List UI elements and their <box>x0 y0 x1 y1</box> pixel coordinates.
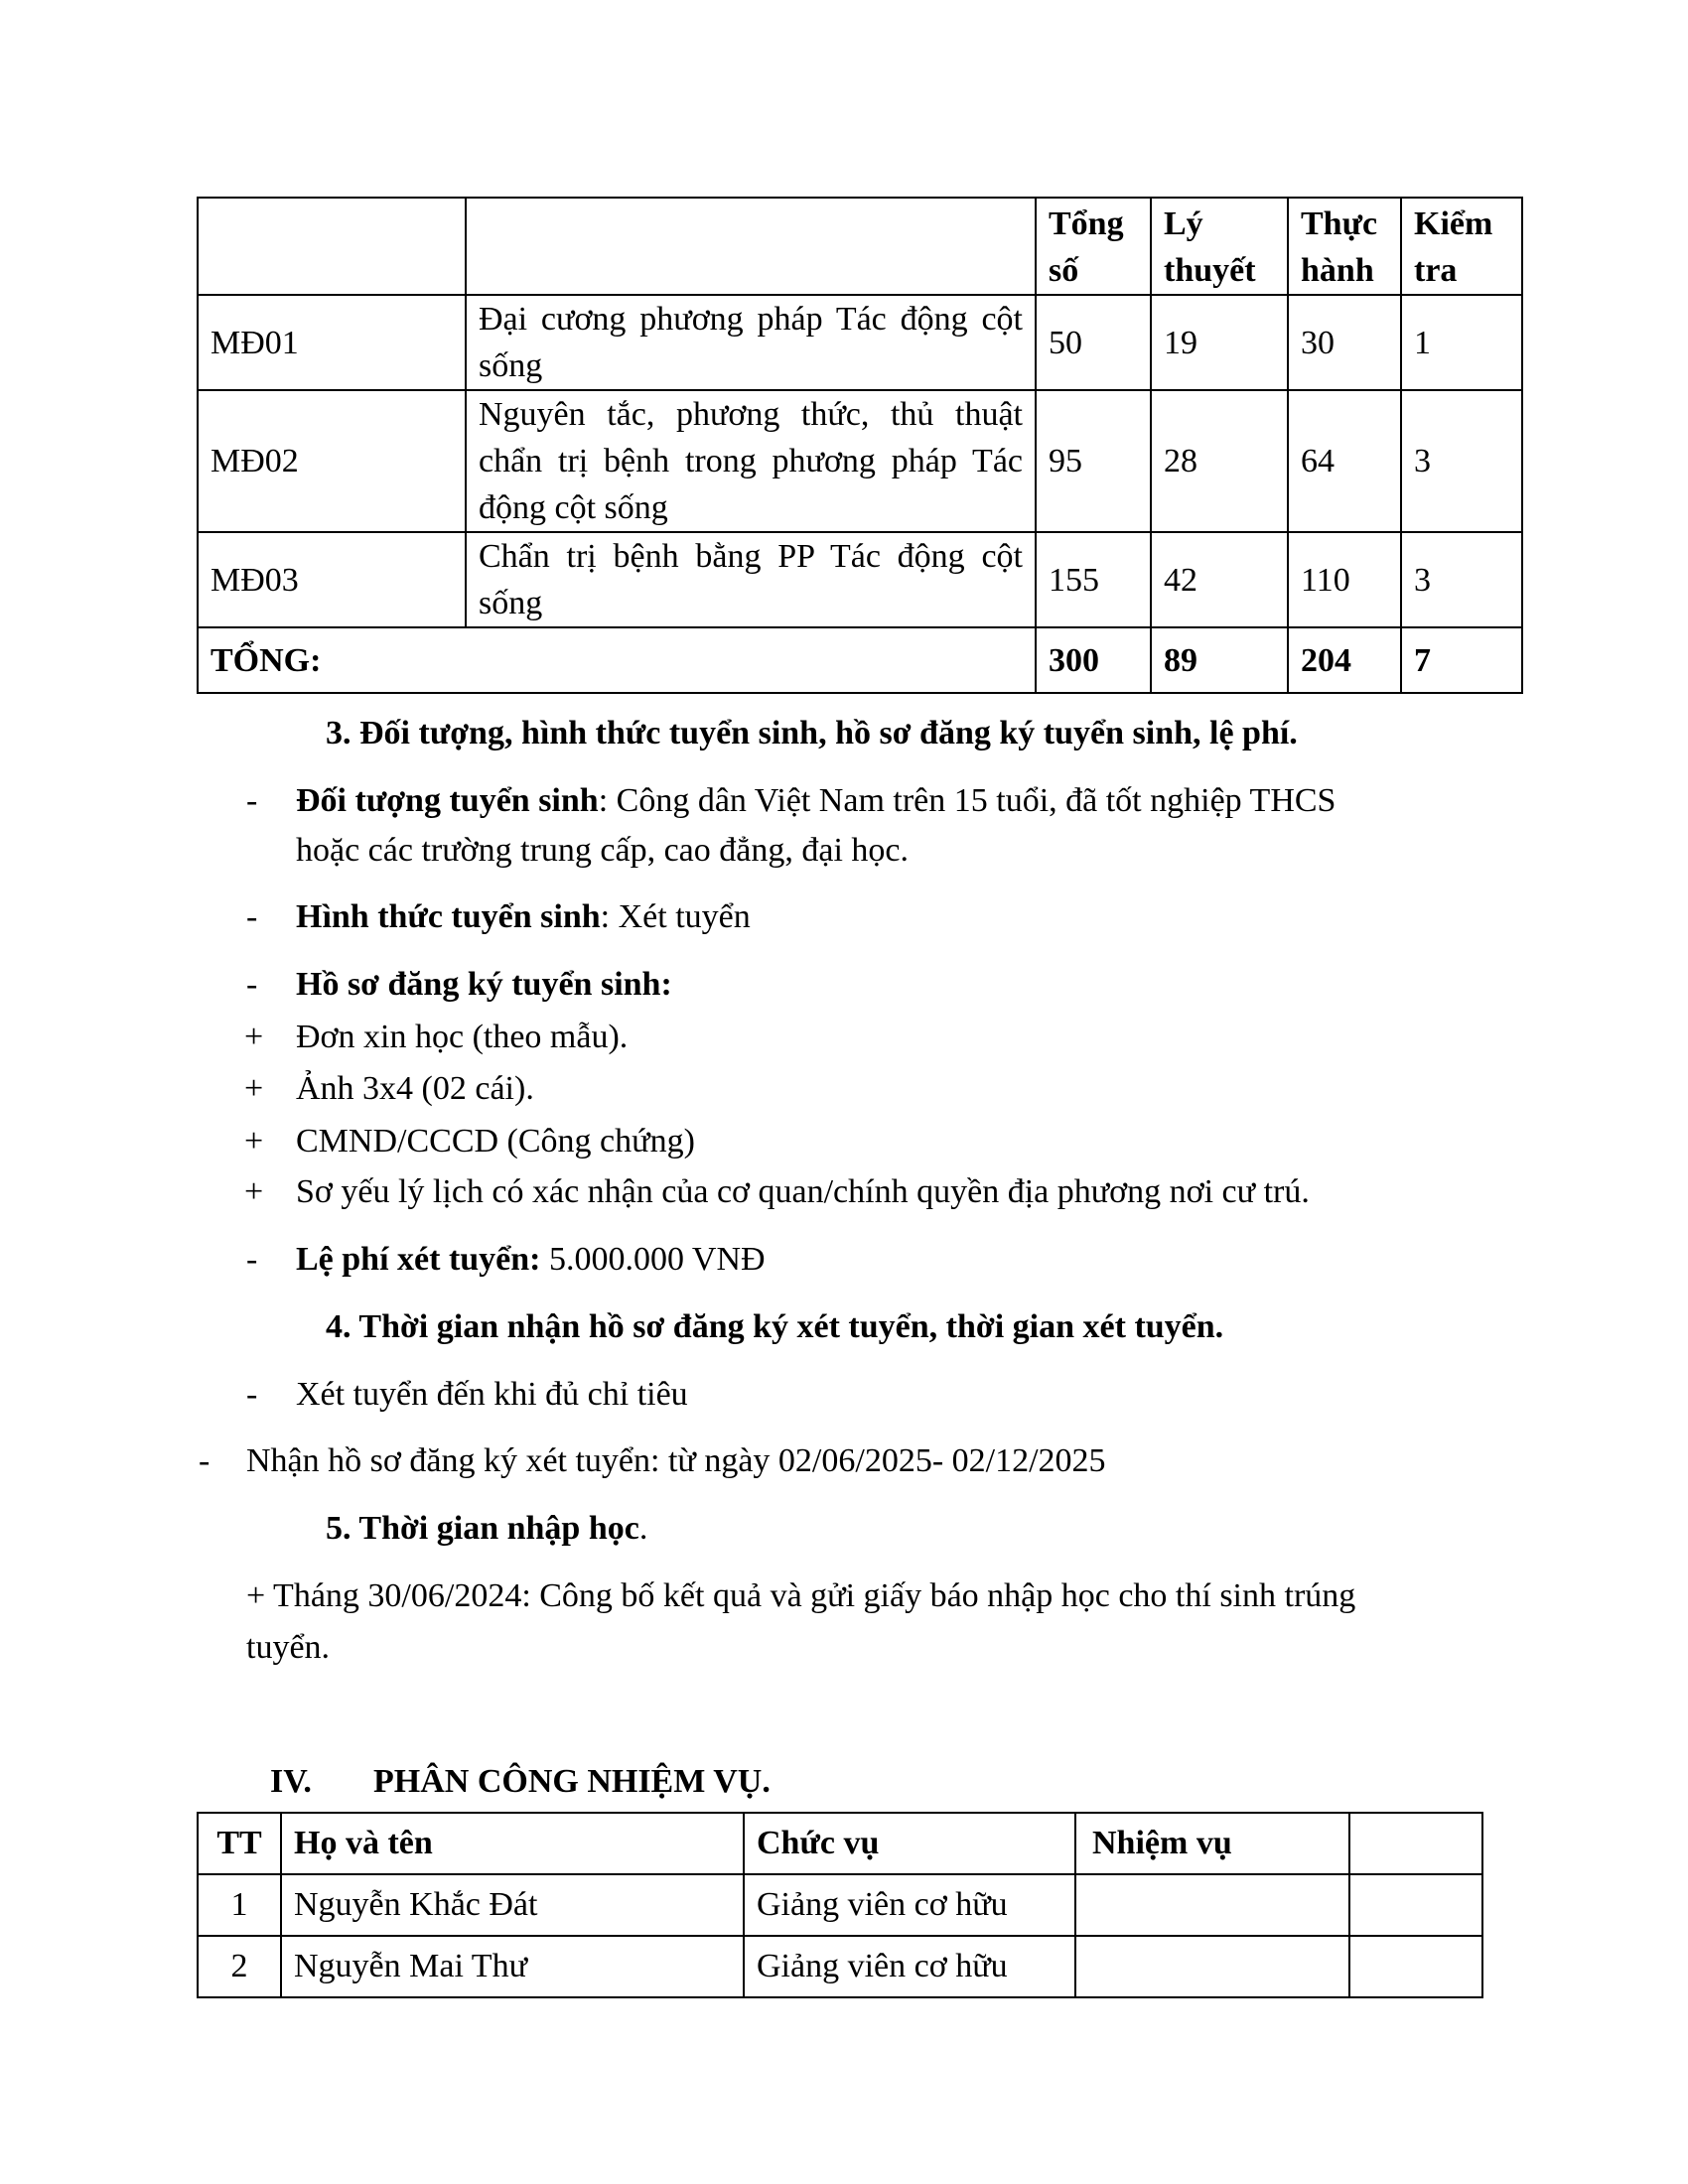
doc-item: Đơn xin học (theo mẫu). <box>296 1019 629 1055</box>
target-line-1 <box>296 777 1336 825</box>
header-duty: Nhiệm vụ <box>1075 1813 1349 1874</box>
assignment-header <box>198 1813 1482 1874</box>
total-test: 7 <box>1401 627 1522 693</box>
section-3-heading: 3. Đối tượng, hình thức tuyển sinh, hồ sơ đăng ký tuyển sinh, lệ phí. <box>326 715 1298 751</box>
doc-item: CMND/CCCD (Công chứng) <box>296 1123 695 1160</box>
module-code: MĐ02 <box>198 390 466 532</box>
section-5-line: + Tháng 30/06/2024: Công bố kết quả và gửi giấy báo nhập học cho thí sinh trúng <box>246 1577 1356 1614</box>
form-text: : Xét tuyển <box>600 898 751 935</box>
header-position: Chức vụ <box>744 1813 1075 1874</box>
form-label: Hình thức tuyển sinh <box>296 898 601 935</box>
header-name: Họ và tên <box>281 1813 744 1874</box>
module-test: 1 <box>1401 295 1522 390</box>
dash-marker: - <box>199 1442 211 1479</box>
module-theory: 19 <box>1151 295 1288 390</box>
module-total: 50 <box>1036 295 1151 390</box>
table-row <box>198 1936 1482 1997</box>
total-row <box>198 627 1522 693</box>
header-tt: TT <box>198 1813 281 1874</box>
target-label: Đối tượng tuyển sinh <box>296 782 599 819</box>
total-practice: 204 <box>1288 627 1401 693</box>
row-position: Giảng viên cơ hữu <box>744 1874 1075 1936</box>
header-extra <box>1349 1813 1482 1874</box>
table-row <box>198 295 1522 390</box>
section-iv-title: PHÂN CÔNG NHIỆM VỤ. <box>373 1763 771 1800</box>
section-4-item: Xét tuyển đến khi đủ chỉ tiêu <box>296 1376 688 1413</box>
header-total: Tổng số <box>1036 198 1151 295</box>
table-row <box>198 532 1522 627</box>
row-name: Nguyễn Mai Thư <box>281 1936 744 1997</box>
plus-marker: + <box>244 1173 264 1210</box>
row-extra <box>1349 1874 1482 1936</box>
module-theory: 42 <box>1151 532 1288 627</box>
header-practice: Thực hành <box>1288 198 1401 295</box>
section-5-line: tuyển. <box>246 1629 331 1666</box>
row-duty <box>1075 1874 1349 1936</box>
module-name: Nguyên tắc, phương thức, thủ thuật chẩn trị bệnh trong phương pháp Tác động cột sống <box>466 390 1036 532</box>
target-line-2: hoặc các trường trung cấp, cao đẳng, đại học. <box>296 832 909 869</box>
table-row <box>198 390 1522 532</box>
dash-marker: - <box>246 898 258 935</box>
module-name: Chẩn trị bệnh bằng PP Tác động cột sống <box>466 532 1036 627</box>
section-5-title: 5. Thời gian nhập học <box>326 1510 639 1547</box>
row-tt: 2 <box>198 1936 281 1997</box>
module-practice: 64 <box>1288 390 1401 532</box>
assignment-table <box>197 1812 1483 1998</box>
doc-item: Sơ yếu lý lịch có xác nhận của cơ quan/chính quyền địa phương nơi cư trú. <box>296 1173 1310 1210</box>
row-tt: 1 <box>198 1874 281 1936</box>
total-label: TỔNG: <box>198 627 1036 693</box>
header-test: Kiểm tra <box>1401 198 1522 295</box>
module-practice: 110 <box>1288 532 1401 627</box>
module-theory: 28 <box>1151 390 1288 532</box>
docs-label: Hồ sơ đăng ký tuyển sinh: <box>296 966 672 1003</box>
header-cell <box>198 198 466 295</box>
row-name: Nguyễn Khắc Đát <box>281 1874 744 1936</box>
fee-line <box>296 1236 766 1284</box>
row-duty <box>1075 1936 1349 1997</box>
table-row <box>198 1874 1482 1936</box>
fee-label: Lệ phí xét tuyển: <box>296 1241 541 1278</box>
module-total: 155 <box>1036 532 1151 627</box>
total-theory: 89 <box>1151 627 1288 693</box>
row-extra <box>1349 1936 1482 1997</box>
dash-marker: - <box>246 782 258 819</box>
row-position: Giảng viên cơ hữu <box>744 1936 1075 1997</box>
plus-marker: + <box>244 1123 264 1160</box>
module-test: 3 <box>1401 532 1522 627</box>
module-total: 95 <box>1036 390 1151 532</box>
module-table-header <box>198 198 1522 295</box>
section-5-heading <box>326 1505 647 1553</box>
header-cell <box>466 198 1036 295</box>
section-iv-roman: IV. <box>270 1763 312 1800</box>
total-total: 300 <box>1036 627 1151 693</box>
section-4-heading: 4. Thời gian nhận hồ sơ đăng ký xét tuyển, thời gian xét tuyển. <box>326 1308 1224 1345</box>
plus-marker: + <box>244 1070 264 1107</box>
header-theory: Lý thuyết <box>1151 198 1288 295</box>
target-text: : Công dân Việt Nam trên 15 tuổi, đã tốt nghiệp THCS <box>598 782 1336 819</box>
dash-marker: - <box>246 1376 258 1413</box>
doc-item: Ảnh 3x4 (02 cái). <box>296 1070 534 1107</box>
plus-marker: + <box>244 1019 264 1055</box>
module-table <box>197 197 1523 694</box>
module-name: Đại cương phương pháp Tác động cột sống <box>466 295 1036 390</box>
module-practice: 30 <box>1288 295 1401 390</box>
module-test: 3 <box>1401 390 1522 532</box>
fee-text: 5.000.000 VNĐ <box>540 1241 766 1278</box>
module-code: MĐ03 <box>198 532 466 627</box>
dash-marker: - <box>246 966 258 1003</box>
form-line <box>296 893 751 941</box>
section-4-item: Nhận hồ sơ đăng ký xét tuyển: từ ngày 02/06/2025- 02/12/2025 <box>246 1442 1106 1479</box>
section-5-tail: . <box>638 1510 648 1547</box>
dash-marker: - <box>246 1241 258 1278</box>
module-code: MĐ01 <box>198 295 466 390</box>
